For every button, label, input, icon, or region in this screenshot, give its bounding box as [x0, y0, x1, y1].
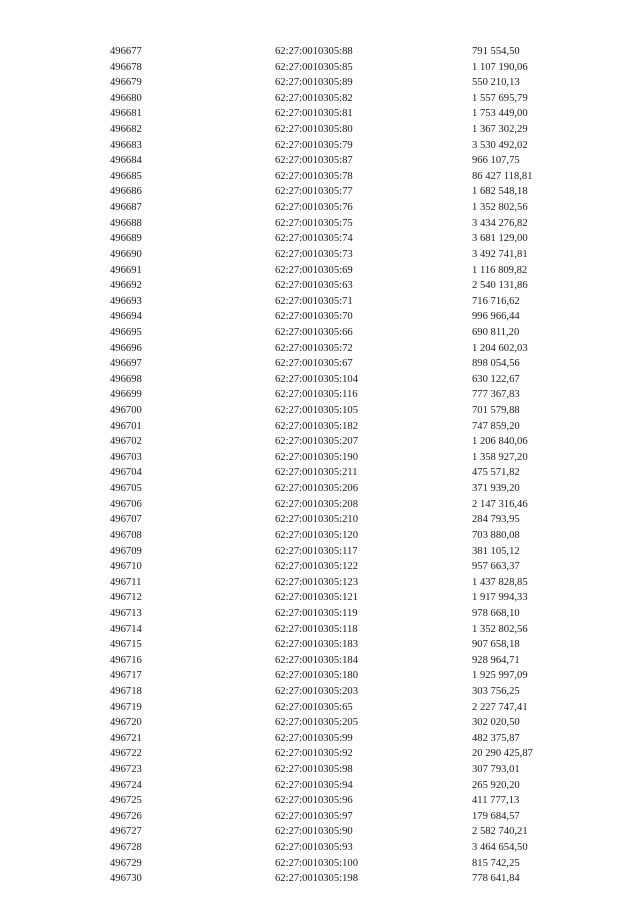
cadastral-value-table — [0, 44, 640, 887]
record-number-cell: 496704 — [110, 467, 142, 479]
record-number-cell: 496680 — [110, 92, 142, 104]
cadastral-value-cell: 1 206 840,06 — [472, 436, 528, 448]
record-number-cell: 496716 — [110, 654, 142, 666]
cadastral-number-cell: 62:27:0010305:97 — [275, 810, 353, 822]
record-number-cell: 496714 — [110, 623, 142, 635]
table-row — [0, 309, 640, 325]
cadastral-number-cell: 62:27:0010305:92 — [275, 748, 353, 760]
record-number-cell: 496713 — [110, 607, 142, 619]
table-row — [0, 544, 640, 560]
table-row — [0, 700, 640, 716]
cadastral-value-cell: 703 880,08 — [472, 529, 520, 541]
cadastral-value-cell: 1 367 302,29 — [472, 124, 528, 136]
table-row — [0, 419, 640, 435]
record-number-cell: 496692 — [110, 280, 142, 292]
cadastral-value-cell: 482 375,87 — [472, 732, 520, 744]
table-row — [0, 294, 640, 310]
record-number-cell: 496706 — [110, 498, 142, 510]
table-row — [0, 372, 640, 388]
cadastral-number-cell: 62:27:0010305:79 — [275, 139, 353, 151]
record-number-cell: 496709 — [110, 545, 142, 557]
cadastral-value-cell: 978 668,10 — [472, 607, 520, 619]
cadastral-number-cell: 62:27:0010305:208 — [275, 498, 358, 510]
record-number-cell: 496695 — [110, 326, 142, 338]
cadastral-value-cell: 1 753 449,00 — [472, 108, 528, 120]
table-row — [0, 840, 640, 856]
record-number-cell: 496683 — [110, 139, 142, 151]
table-row — [0, 263, 640, 279]
table-row — [0, 497, 640, 513]
cadastral-number-cell: 62:27:0010305:66 — [275, 326, 353, 338]
cadastral-number-cell: 62:27:0010305:207 — [275, 436, 358, 448]
cadastral-value-cell: 2 147 316,46 — [472, 498, 528, 510]
table-row — [0, 668, 640, 684]
record-number-cell: 496717 — [110, 670, 142, 682]
record-number-cell: 496723 — [110, 764, 142, 776]
table-row — [0, 75, 640, 91]
record-number-cell: 496712 — [110, 592, 142, 604]
record-number-cell: 496687 — [110, 202, 142, 214]
table-row — [0, 122, 640, 138]
cadastral-number-cell: 62:27:0010305:80 — [275, 124, 353, 136]
cadastral-number-cell: 62:27:0010305:117 — [275, 545, 358, 557]
record-number-cell: 496710 — [110, 561, 142, 573]
cadastral-number-cell: 62:27:0010305:71 — [275, 295, 353, 307]
record-number-cell: 496721 — [110, 732, 142, 744]
record-number-cell: 496711 — [110, 576, 142, 588]
cadastral-number-cell: 62:27:0010305:70 — [275, 311, 353, 323]
record-number-cell: 496685 — [110, 170, 142, 182]
cadastral-value-cell: 2 582 740,21 — [472, 826, 528, 838]
table-row — [0, 356, 640, 372]
cadastral-value-cell: 3 681 129,00 — [472, 233, 528, 245]
cadastral-number-cell: 62:27:0010305:190 — [275, 451, 358, 463]
record-number-cell: 496693 — [110, 295, 142, 307]
cadastral-value-cell: 3 530 492,02 — [472, 139, 528, 151]
table-row — [0, 731, 640, 747]
table-row — [0, 325, 640, 341]
cadastral-number-cell: 62:27:0010305:206 — [275, 483, 358, 495]
cadastral-value-cell: 3 464 654,50 — [472, 842, 528, 854]
table-row — [0, 528, 640, 544]
cadastral-value-cell: 86 427 118,81 — [472, 170, 533, 182]
table-row — [0, 746, 640, 762]
record-number-cell: 496729 — [110, 857, 142, 869]
cadastral-value-cell: 1 557 695,79 — [472, 92, 528, 104]
record-number-cell: 496677 — [110, 46, 142, 57]
cadastral-value-cell: 265 920,20 — [472, 779, 520, 791]
cadastral-number-cell: 62:27:0010305:72 — [275, 342, 353, 354]
table-row — [0, 465, 640, 481]
cadastral-value-cell: 898 054,56 — [472, 358, 520, 370]
cadastral-number-cell: 62:27:0010305:67 — [275, 358, 353, 370]
cadastral-value-cell: 1 917 994,33 — [472, 592, 528, 604]
table-row — [0, 138, 640, 154]
cadastral-number-cell: 62:27:0010305:98 — [275, 764, 353, 776]
cadastral-value-cell: 1 352 802,56 — [472, 202, 528, 214]
record-number-cell: 496707 — [110, 514, 142, 526]
cadastral-value-cell: 791 554,50 — [472, 46, 520, 57]
cadastral-number-cell: 62:27:0010305:184 — [275, 654, 358, 666]
cadastral-number-cell: 62:27:0010305:63 — [275, 280, 353, 292]
table-row — [0, 809, 640, 825]
record-number-cell: 496698 — [110, 373, 142, 385]
cadastral-number-cell: 62:27:0010305:77 — [275, 186, 353, 198]
record-number-cell: 496705 — [110, 483, 142, 495]
cadastral-value-cell: 1 358 927,20 — [472, 451, 528, 463]
record-number-cell: 496724 — [110, 779, 142, 791]
record-number-cell: 496730 — [110, 873, 142, 885]
record-number-cell: 496708 — [110, 529, 142, 541]
table-row — [0, 559, 640, 575]
cadastral-value-cell: 284 793,95 — [472, 514, 520, 526]
cadastral-value-cell: 1 682 548,18 — [472, 186, 528, 198]
table-row — [0, 575, 640, 591]
cadastral-value-cell: 928 964,71 — [472, 654, 520, 666]
record-number-cell: 496678 — [110, 61, 142, 73]
cadastral-number-cell: 62:27:0010305:122 — [275, 561, 358, 573]
cadastral-number-cell: 62:27:0010305:182 — [275, 420, 358, 432]
cadastral-value-cell: 550 210,13 — [472, 77, 520, 89]
record-number-cell: 496726 — [110, 810, 142, 822]
cadastral-number-cell: 62:27:0010305:75 — [275, 217, 353, 229]
table-row — [0, 450, 640, 466]
record-number-cell: 496694 — [110, 311, 142, 323]
table-row — [0, 793, 640, 809]
table-row — [0, 184, 640, 200]
cadastral-value-cell: 957 663,37 — [472, 561, 520, 573]
table-row — [0, 153, 640, 169]
cadastral-number-cell: 62:27:0010305:78 — [275, 170, 353, 182]
cadastral-number-cell: 62:27:0010305:88 — [275, 46, 353, 57]
table-row — [0, 778, 640, 794]
record-number-cell: 496688 — [110, 217, 142, 229]
cadastral-number-cell: 62:27:0010305:73 — [275, 248, 353, 260]
table-row — [0, 856, 640, 872]
cadastral-value-cell: 1 107 190,06 — [472, 61, 528, 73]
record-number-cell: 496725 — [110, 795, 142, 807]
cadastral-number-cell: 62:27:0010305:74 — [275, 233, 353, 245]
table-row — [0, 637, 640, 653]
cadastral-value-cell: 630 122,67 — [472, 373, 520, 385]
cadastral-value-cell: 701 579,88 — [472, 405, 520, 417]
cadastral-value-cell: 3 434 276,82 — [472, 217, 528, 229]
cadastral-number-cell: 62:27:0010305:82 — [275, 92, 353, 104]
table-row — [0, 622, 640, 638]
record-number-cell: 496679 — [110, 77, 142, 89]
table-row — [0, 60, 640, 76]
cadastral-value-cell: 966 107,75 — [472, 155, 520, 167]
record-number-cell: 496727 — [110, 826, 142, 838]
cadastral-number-cell: 62:27:0010305:85 — [275, 61, 353, 73]
cadastral-number-cell: 62:27:0010305:183 — [275, 639, 358, 651]
table-row — [0, 91, 640, 107]
record-number-cell: 496719 — [110, 701, 142, 713]
record-number-cell: 496697 — [110, 358, 142, 370]
table-row — [0, 216, 640, 232]
record-number-cell: 496689 — [110, 233, 142, 245]
cadastral-number-cell: 62:27:0010305:104 — [275, 373, 358, 385]
table-row — [0, 715, 640, 731]
record-number-cell: 496718 — [110, 685, 142, 697]
cadastral-value-cell: 747 859,20 — [472, 420, 520, 432]
table-row — [0, 606, 640, 622]
record-number-cell: 496691 — [110, 264, 142, 276]
record-number-cell: 496686 — [110, 186, 142, 198]
record-number-cell: 496684 — [110, 155, 142, 167]
cadastral-number-cell: 62:27:0010305:118 — [275, 623, 358, 635]
cadastral-value-cell: 302 020,50 — [472, 717, 520, 729]
table-row — [0, 762, 640, 778]
cadastral-value-cell: 411 777,13 — [472, 795, 520, 807]
cadastral-number-cell: 62:27:0010305:121 — [275, 592, 358, 604]
cadastral-number-cell: 62:27:0010305:119 — [275, 607, 358, 619]
cadastral-value-cell: 303 756,25 — [472, 685, 520, 697]
cadastral-value-cell: 179 684,57 — [472, 810, 520, 822]
cadastral-number-cell: 62:27:0010305:198 — [275, 873, 358, 885]
table-row — [0, 871, 640, 887]
cadastral-number-cell: 62:27:0010305:203 — [275, 685, 358, 697]
record-number-cell: 496722 — [110, 748, 142, 760]
record-number-cell: 496715 — [110, 639, 142, 651]
record-number-cell: 496682 — [110, 124, 142, 136]
table-row — [0, 434, 640, 450]
table-row — [0, 481, 640, 497]
cadastral-number-cell: 62:27:0010305:81 — [275, 108, 353, 120]
cadastral-value-cell: 1 116 809,82 — [472, 264, 528, 276]
cadastral-value-cell: 20 290 425,87 — [472, 748, 533, 760]
cadastral-value-cell: 716 716,62 — [472, 295, 520, 307]
table-row — [0, 247, 640, 263]
cadastral-number-cell: 62:27:0010305:96 — [275, 795, 353, 807]
record-number-cell: 496690 — [110, 248, 142, 260]
record-number-cell: 496720 — [110, 717, 142, 729]
table-row — [0, 106, 640, 122]
table-row — [0, 278, 640, 294]
cadastral-value-cell: 996 966,44 — [472, 311, 520, 323]
cadastral-value-cell: 2 227 747,41 — [472, 701, 528, 713]
cadastral-number-cell: 62:27:0010305:100 — [275, 857, 358, 869]
table-row — [0, 653, 640, 669]
record-number-cell: 496702 — [110, 436, 142, 448]
table-row — [0, 512, 640, 528]
cadastral-value-cell: 381 105,12 — [472, 545, 520, 557]
cadastral-number-cell: 62:27:0010305:89 — [275, 77, 353, 89]
table-row — [0, 231, 640, 247]
cadastral-value-cell: 690 811,20 — [472, 326, 520, 338]
cadastral-number-cell: 62:27:0010305:210 — [275, 514, 358, 526]
record-number-cell: 496703 — [110, 451, 142, 463]
table-row — [0, 824, 640, 840]
cadastral-number-cell: 62:27:0010305:76 — [275, 202, 353, 214]
cadastral-number-cell: 62:27:0010305:116 — [275, 389, 358, 401]
cadastral-value-cell: 907 658,18 — [472, 639, 520, 651]
cadastral-value-cell: 1 437 828,85 — [472, 576, 528, 588]
cadastral-value-cell: 1 204 602,03 — [472, 342, 528, 354]
cadastral-value-cell: 1 352 802,56 — [472, 623, 528, 635]
cadastral-value-cell: 2 540 131,86 — [472, 280, 528, 292]
cadastral-value-cell: 815 742,25 — [472, 857, 520, 869]
table-row — [0, 387, 640, 403]
table-row — [0, 200, 640, 216]
cadastral-value-cell: 307 793,01 — [472, 764, 520, 776]
cadastral-number-cell: 62:27:0010305:99 — [275, 732, 353, 744]
record-number-cell: 496681 — [110, 108, 142, 120]
table-row — [0, 44, 640, 60]
record-number-cell: 496696 — [110, 342, 142, 354]
cadastral-value-cell: 778 641,84 — [472, 873, 520, 885]
cadastral-number-cell: 62:27:0010305:180 — [275, 670, 358, 682]
cadastral-value-cell: 371 939,20 — [472, 483, 520, 495]
cadastral-number-cell: 62:27:0010305:87 — [275, 155, 353, 167]
cadastral-number-cell: 62:27:0010305:90 — [275, 826, 353, 838]
table-row — [0, 684, 640, 700]
cadastral-number-cell: 62:27:0010305:120 — [275, 529, 358, 541]
record-number-cell: 496728 — [110, 842, 142, 854]
record-number-cell: 496701 — [110, 420, 142, 432]
cadastral-number-cell: 62:27:0010305:93 — [275, 842, 353, 854]
cadastral-value-cell: 777 367,83 — [472, 389, 520, 401]
cadastral-number-cell: 62:27:0010305:65 — [275, 701, 353, 713]
cadastral-number-cell: 62:27:0010305:205 — [275, 717, 358, 729]
cadastral-value-cell: 3 492 741,81 — [472, 248, 528, 260]
cadastral-number-cell: 62:27:0010305:105 — [275, 405, 358, 417]
record-number-cell: 496699 — [110, 389, 142, 401]
table-row — [0, 403, 640, 419]
cadastral-number-cell: 62:27:0010305:211 — [275, 467, 358, 479]
cadastral-value-cell: 475 571,82 — [472, 467, 520, 479]
table-row — [0, 341, 640, 357]
cadastral-number-cell: 62:27:0010305:69 — [275, 264, 353, 276]
cadastral-number-cell: 62:27:0010305:94 — [275, 779, 353, 791]
cadastral-value-cell: 1 925 997,09 — [472, 670, 528, 682]
record-number-cell: 496700 — [110, 405, 142, 417]
table-row — [0, 590, 640, 606]
cadastral-number-cell: 62:27:0010305:123 — [275, 576, 358, 588]
table-row — [0, 169, 640, 185]
